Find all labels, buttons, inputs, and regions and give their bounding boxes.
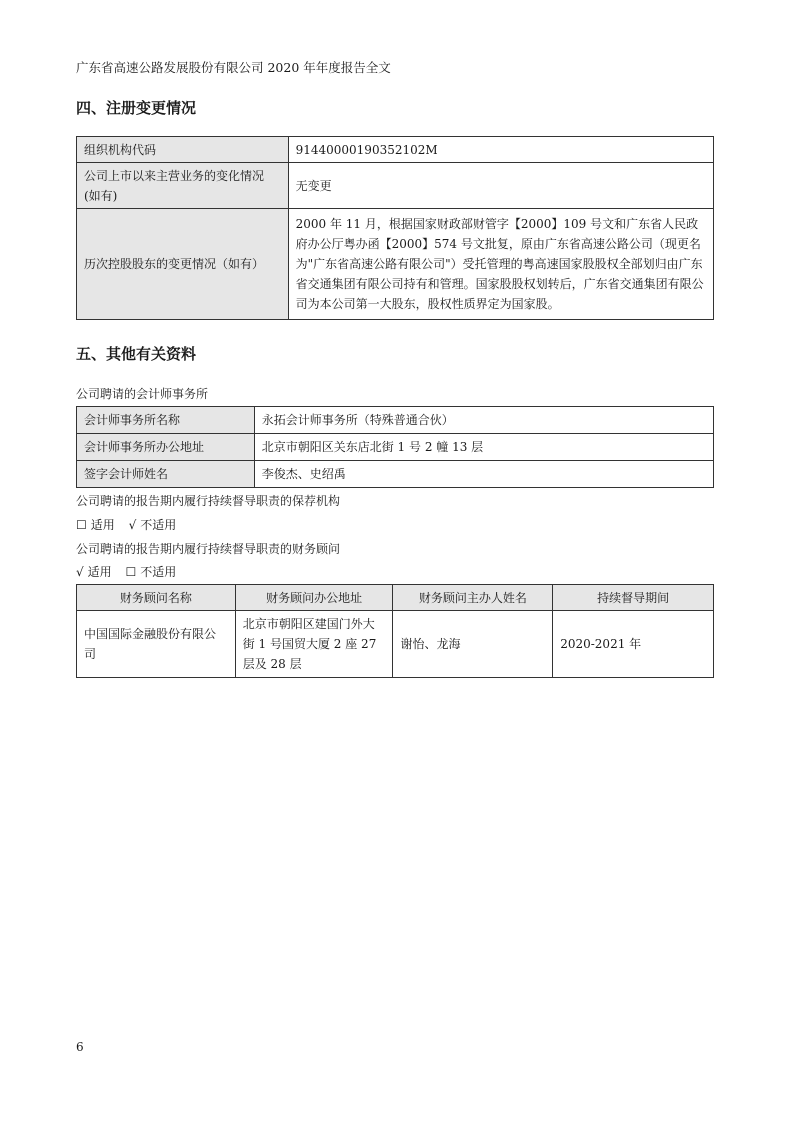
checkbox-unchecked-icon: ☐ — [125, 565, 137, 579]
column-header: 财务顾问主办人姓名 — [393, 585, 553, 611]
row-value: 2000 年 11 月，根据国家财政部财管字【2000】109 号文和广东省人民政府办公厅粤办函【2000】574 号文批复，原由广东省高速公路公司（现更名为"广东省高速公路有限公司"）受托管理的粤高速国家股股权全部划归由广东省交通集团有限公司持有和管理。国家股股权划转后，广东省交通集团有限公司为本公司第一大股东，股权性质界定为国家股。 — [288, 209, 713, 320]
column-header: 财务顾问名称 — [77, 585, 236, 611]
table-row — [77, 209, 714, 320]
option-label: 不适用 — [140, 518, 177, 532]
table-row — [77, 407, 714, 434]
option-label: 适用 — [90, 518, 115, 532]
row-value: 北京市朝阳区关东店北街 1 号 2 幢 13 层 — [254, 434, 713, 461]
row-value: 无变更 — [288, 163, 713, 209]
accountant-table — [76, 406, 714, 488]
advisor-period-cell: 2020-2021 年 — [553, 611, 714, 678]
sponsor-intro: 公司聘请的报告期内履行持续督导职责的保荐机构 — [76, 494, 341, 508]
table-row — [77, 461, 714, 488]
table-row — [77, 611, 714, 678]
sponsor-applicability — [76, 516, 180, 533]
page-number: 6 — [76, 1040, 84, 1054]
column-header: 持续督导期间 — [553, 585, 714, 611]
row-label: 组织机构代码 — [77, 137, 289, 163]
row-value: 李俊杰、史绍禹 — [254, 461, 713, 488]
table-row — [77, 163, 714, 209]
table-row — [77, 434, 714, 461]
column-header: 财务顾问办公地址 — [235, 585, 393, 611]
option-label: 不适用 — [140, 565, 177, 579]
row-label: 历次控股股东的变更情况（如有） — [77, 209, 289, 320]
row-value: 永拓会计师事务所（特殊普通合伙） — [254, 407, 713, 434]
checkmark-icon: √ — [128, 518, 137, 532]
section-4-title: 四、注册变更情况 — [76, 99, 197, 117]
row-label: 签字会计师姓名 — [77, 461, 255, 488]
page-header: 广东省高速公路发展股份有限公司 2020 年年度报告全文 — [76, 60, 391, 75]
table-header-row — [77, 585, 714, 611]
section-5-title: 五、其他有关资料 — [76, 345, 197, 363]
advisor-name-cell: 中国国际金融股份有限公司 — [77, 611, 236, 678]
row-label: 会计师事务所办公地址 — [77, 434, 255, 461]
row-label: 会计师事务所名称 — [77, 407, 255, 434]
row-label: 公司上市以来主营业务的变化情况(如有) — [77, 163, 289, 209]
financial-advisor-table — [76, 584, 714, 678]
checkbox-unchecked-icon: ☐ — [76, 518, 87, 532]
registration-change-table — [76, 136, 714, 320]
table-row — [77, 137, 714, 163]
option-label: 适用 — [87, 565, 112, 579]
advisor-address-cell: 北京市朝阳区建国门外大街 1 号国贸大厦 2 座 27 层及 28 层 — [235, 611, 393, 678]
advisor-applicability — [76, 563, 180, 580]
checkmark-icon: √ — [76, 565, 84, 579]
row-value: 91440000190352102M — [288, 137, 713, 163]
accountant-intro: 公司聘请的会计师事务所 — [76, 387, 209, 401]
advisor-sponsor-cell: 谢怡、龙海 — [393, 611, 553, 678]
advisor-intro: 公司聘请的报告期内履行持续督导职责的财务顾问 — [76, 542, 341, 556]
